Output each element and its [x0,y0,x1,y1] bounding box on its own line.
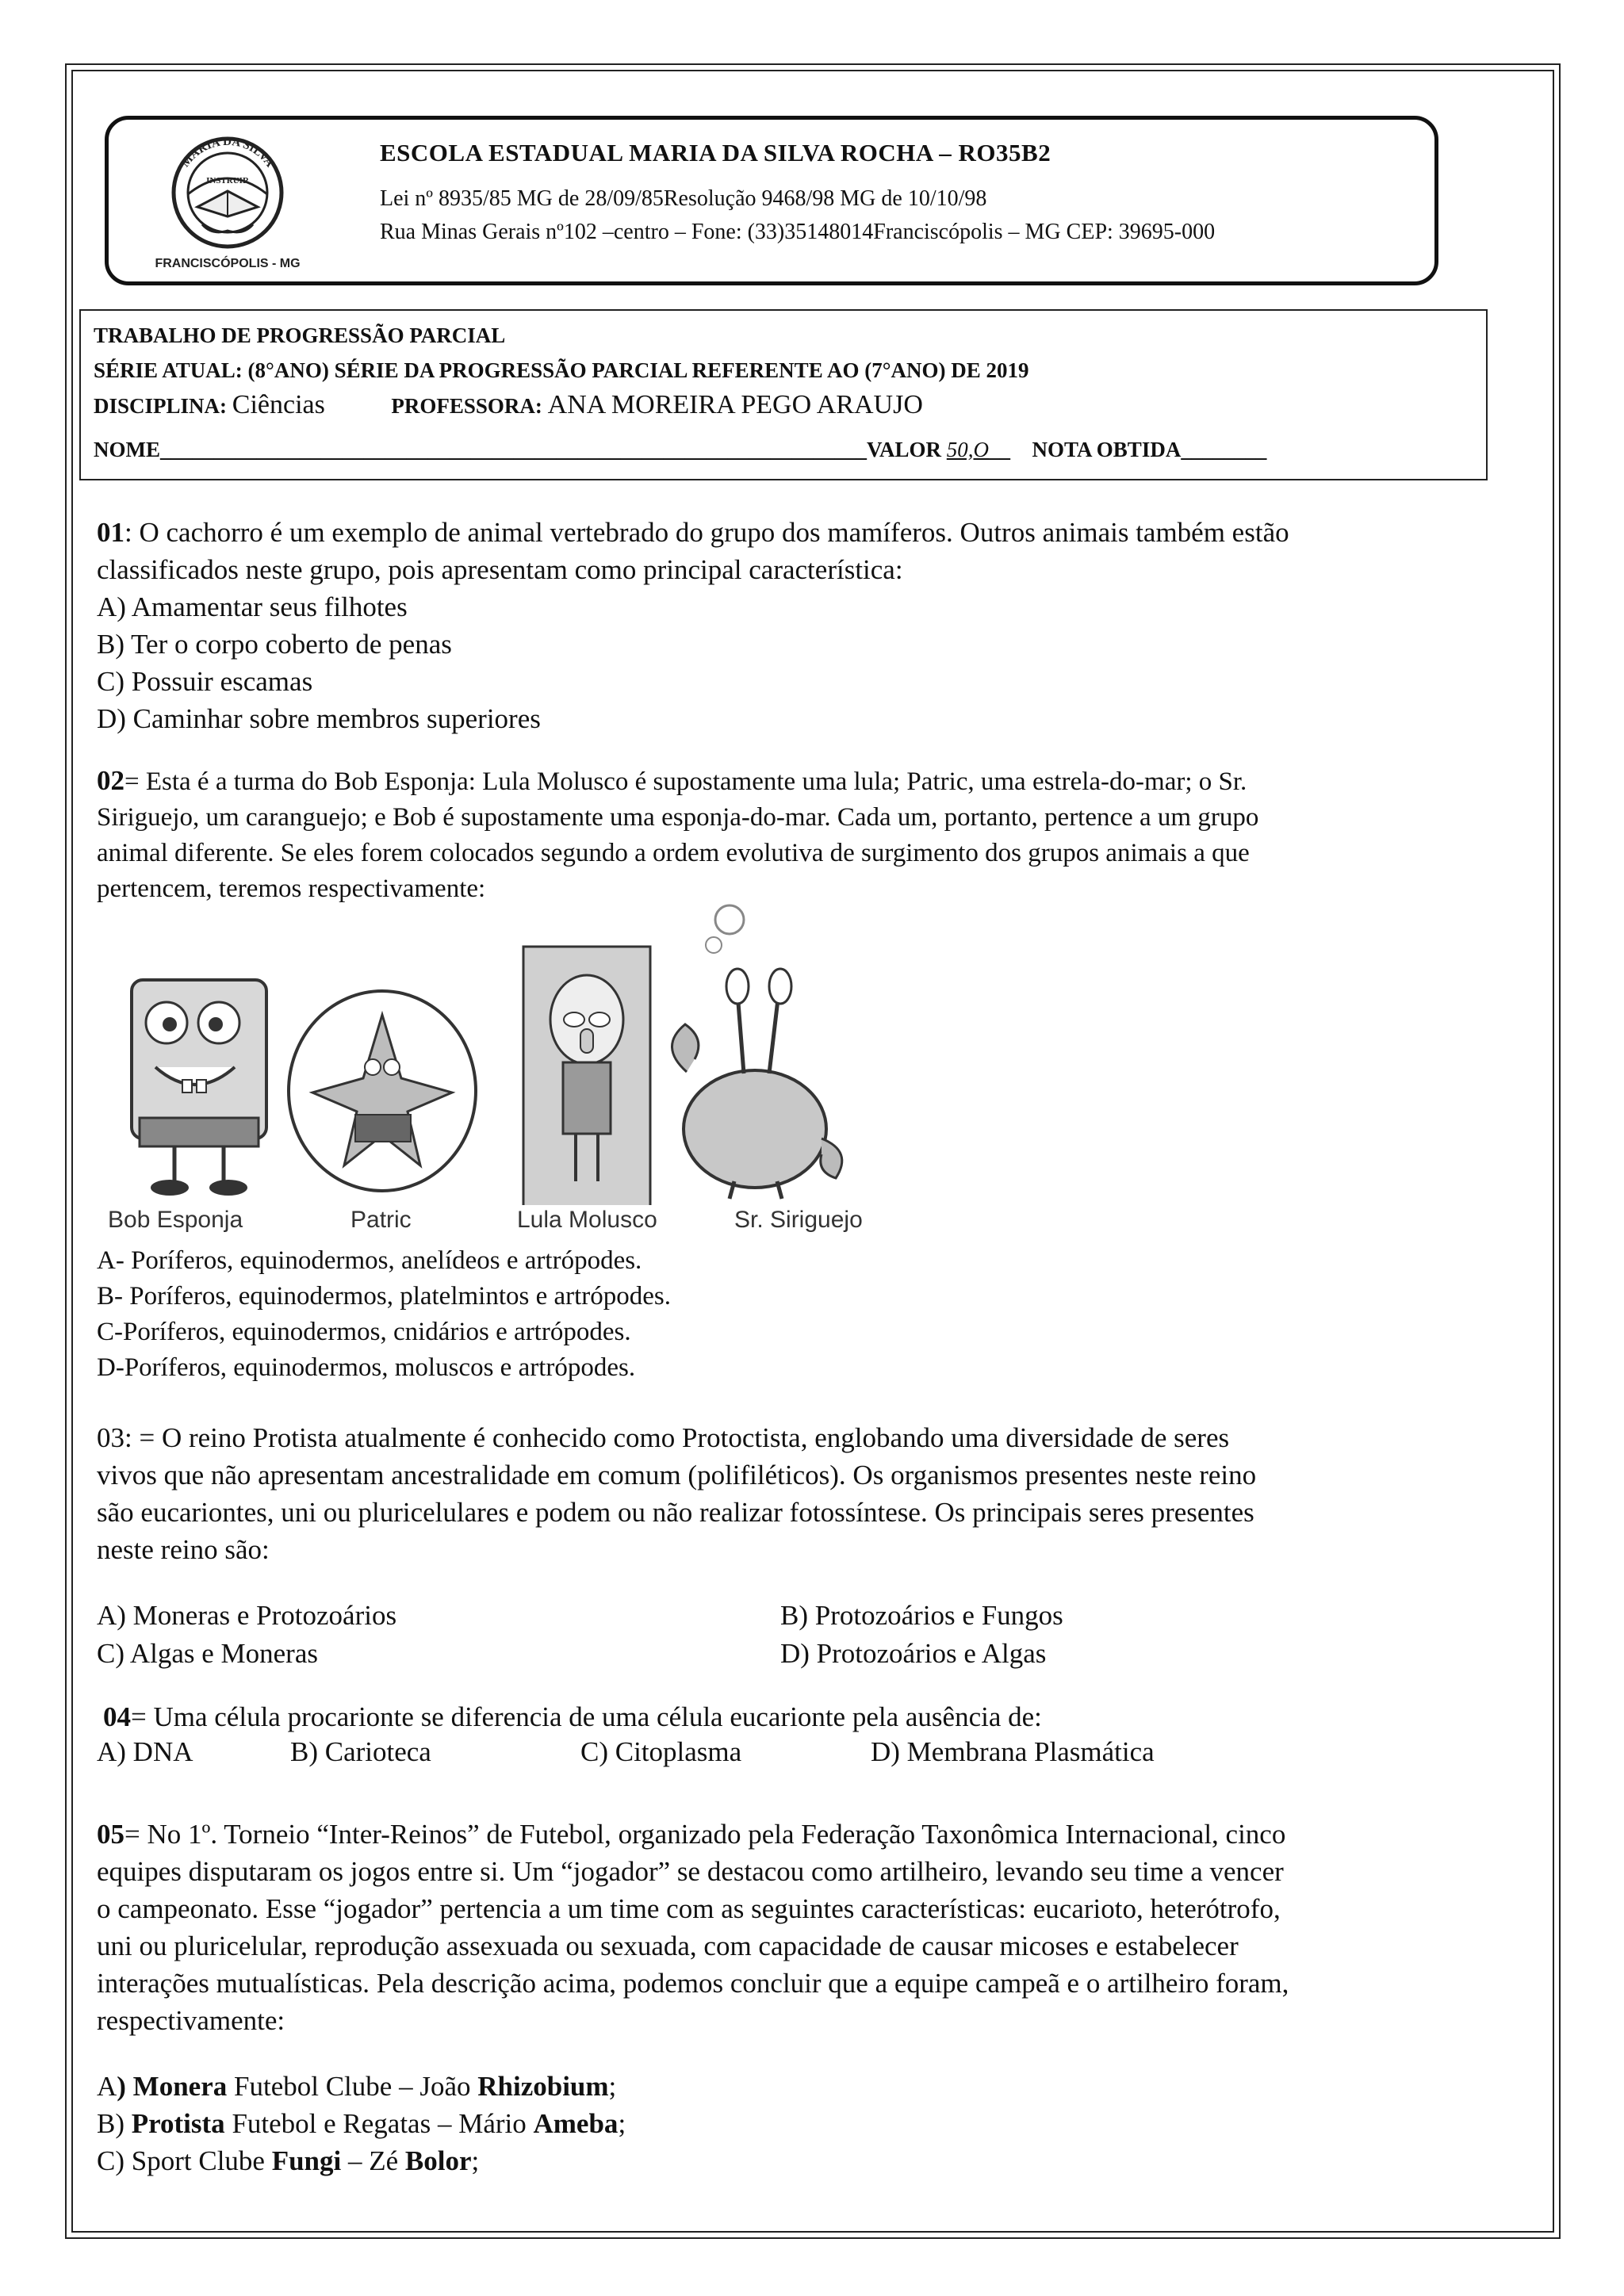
valor-label: VALOR [867,438,942,461]
q5-c-prefix: C) Sport Clube [97,2145,272,2176]
sr-siriguejo-drawing [672,905,841,1199]
q3-text-line3: são eucariontes, uni ou pluricelulares e podem ou não realizar fotossíntese. Os principais seres presentes [97,1497,1254,1528]
student-info-box [79,309,1488,480]
q1-number: 01 [97,517,124,548]
question-5-options [97,2068,1500,2179]
school-law-line: Lei nº 8935/85 MG de 28/09/85Resolução 9468/98 MG de 10/10/98 [380,186,987,211]
q4-option-b[interactable]: B) Carioteca [290,1736,431,1767]
grade-line: SÉRIE ATUAL: (8°ANO) SÉRIE DA PROGRESSÃO PARCIAL REFERENTE AO (7°ANO) DE 2019 [94,358,1029,382]
q5-b-team: Protista [131,2108,225,2139]
logo-arc-text: MARIA DA SILVA [178,135,277,170]
nota-label: NOTA OBTIDA [1032,438,1182,461]
q4-option-c[interactable]: C) Citoplasma [580,1736,742,1767]
question-2 [97,763,1500,907]
q2-text-line4: pertencem, teremos respectivamente: [97,874,486,903]
label-sr-siriguejo: Sr. Siriguejo [734,1207,863,1233]
subject-teacher-line [94,390,923,420]
disciplina-value: Ciências [232,390,325,419]
q5-option-a[interactable] [97,2068,1500,2105]
question-2-options [97,1243,1500,1386]
question-5 [97,1816,1500,2039]
q5-text-line1: = No 1º. Torneio “Inter-Reinos” de Futebol, organizado pela Federação Taxonômica Internacional, cinco [124,1819,1286,1850]
q2-option-c[interactable]: C-Poríferos, equinodermos, cnidários e artrópodes. [97,1318,631,1346]
q5-b-player: Ameba [533,2108,619,2139]
q3-option-b[interactable]: B) Protozoários e Fungos [780,1600,1063,1631]
q5-b-end: ; [618,2108,626,2139]
q3-text-line1: 03: = O reino Protista atualmente é conhecido como Protoctista, englobando uma diversidade de seres [97,1422,1230,1453]
q5-text-line6: respectivamente: [97,2005,285,2036]
question-3 [97,1419,1500,1568]
q5-b-mid: Futebol e Regatas – Mário [224,2108,534,2139]
q4-option-a[interactable]: A) DNA [97,1736,193,1767]
q3-text-line4: neste reino são: [97,1534,270,1565]
logo-city-text: FRANCISCÓPOLIS - MG [155,257,301,270]
professora-label: PROFESSORA: [391,394,542,418]
q3-text-line2: vivos que não apresentam ancestralidade em comum (polifiléticos). Os organismos presentes neste reino [97,1460,1257,1490]
q5-option-c[interactable] [97,2142,1500,2179]
q1-option-d[interactable]: D) Caminhar sobre membros superiores [97,703,541,734]
label-bob-esponja: Bob Esponja [108,1207,243,1233]
valor-value: 50,O [946,438,990,461]
q5-a-end: ; [608,2071,617,2102]
q1-option-c[interactable]: C) Possuir escamas [97,666,313,697]
nome-field[interactable]: __________________________________________________________________ [160,438,867,461]
lula-molusco-drawing [523,947,650,1205]
q5-number: 05 [97,1819,124,1850]
q4-option-d[interactable]: D) Membrana Plasmática [871,1736,1155,1767]
q4-number: 04 [103,1701,131,1732]
professora-value: ANA MOREIRA PEGO ARAUJO [547,390,923,419]
q5-a-player: Rhizobium [477,2071,609,2102]
question-3-options [97,1597,1500,1676]
q5-text-line3: o campeonato. Esse “jogador” pertencia a um time com as seguintes características: eucarioto, heterótrofo, [97,1893,1281,1924]
q5-c-mid: – Zé [341,2145,405,2176]
q2-option-d[interactable]: D-Poríferos, equinodermos, moluscos e artrópodes. [97,1353,636,1382]
q5-a-team: ) Monera [117,2071,228,2102]
question-1 [97,514,1500,737]
school-logo [136,131,320,270]
q5-a-mid: Futebol Clube – João [227,2071,478,2102]
q2-text-line1: = Esta é a turma do Bob Esponja: Lula Molusco é supostamente uma lula; Patric, uma estrela-do-mar; o Sr. [124,767,1247,796]
work-title: TRABALHO DE PROGRESSÃO PARCIAL [94,323,506,347]
q2-option-a[interactable]: A- Poríferos, equinodermos, anelídeos e artrópodes. [97,1246,642,1275]
label-patric: Patric [350,1207,412,1233]
q2-text-line3: animal diferente. Se eles forem colocados segundo a ordem evolutiva de surgimento dos grupos animais a que [97,839,1250,867]
q5-text-line2: equipes disputaram os jogos entre si. Um “jogador” se destacou como artilheiro, levando seu time a vencer [97,1856,1284,1887]
logo-banner-text: INSTRUIR [206,176,249,186]
q3-option-d[interactable]: D) Protozoários e Algas [780,1638,1047,1669]
question-4 [103,1698,1507,1735]
q1-option-b[interactable]: B) Ter o corpo coberto de penas [97,629,452,660]
q2-option-b[interactable]: B- Poríferos, equinodermos, platelmintos e artrópodes. [97,1282,672,1311]
q3-option-c[interactable]: C) Algas e Moneras [97,1638,318,1669]
school-header [105,116,1438,285]
q1-text-line1: : O cachorro é um exemplo de animal vertebrado do grupo dos mamíferos. Outros animais também estão [124,517,1289,548]
q5-b-prefix: B) [97,2108,132,2139]
q2-number: 02 [97,765,124,796]
name-grade-line [94,438,1266,462]
characters-illustration [103,904,896,1205]
nota-field[interactable]: ________ [1181,438,1267,461]
nome-label: NOME [94,438,160,461]
q5-c-player: Bolor [404,2145,472,2176]
q5-text-line5: interações mutualísticas. Pela descrição acima, podemos concluir que a equipe campeã e o artilheiro foram, [97,1968,1289,1999]
patric-drawing [289,991,476,1191]
q5-a-prefix: A [97,2071,117,2102]
q1-option-a[interactable]: A) Amamentar seus filhotes [97,591,408,622]
disciplina-label: DISCIPLINA: [94,394,228,418]
q5-c-end: ; [471,2145,480,2176]
characters-figure [103,904,896,1245]
q2-text-line2: Siriguejo, um caranguejo; e Bob é supostamente uma esponja-do-mar. Cada um, portanto, pertence a um grupo [97,803,1259,832]
label-lula-molusco: Lula Molusco [517,1207,657,1233]
q1-text-line2: classificados neste grupo, pois apresentam como principal característica: [97,554,903,585]
q5-option-b[interactable] [97,2105,1500,2142]
school-address-line: Rua Minas Gerais nº102 –centro – Fone: (33)35148014Franciscópolis – MG CEP: 39695-000 [380,220,1216,244]
q4-text: = Uma célula procarionte se diferencia de uma célula eucarionte pela ausência de: [131,1701,1042,1732]
valor-trail: __ [989,438,1011,461]
q5-c-team: Fungi [271,2145,342,2176]
q3-option-a[interactable]: A) Moneras e Protozoários [97,1600,397,1631]
bob-esponja-drawing [132,980,266,1196]
school-name: ESCOLA ESTADUAL MARIA DA SILVA ROCHA – RO35B2 [380,139,1051,166]
q5-text-line4: uni ou pluricelular, reprodução assexuada ou sexuada, com capacidade de causar micoses e estabelecer [97,1931,1239,1961]
